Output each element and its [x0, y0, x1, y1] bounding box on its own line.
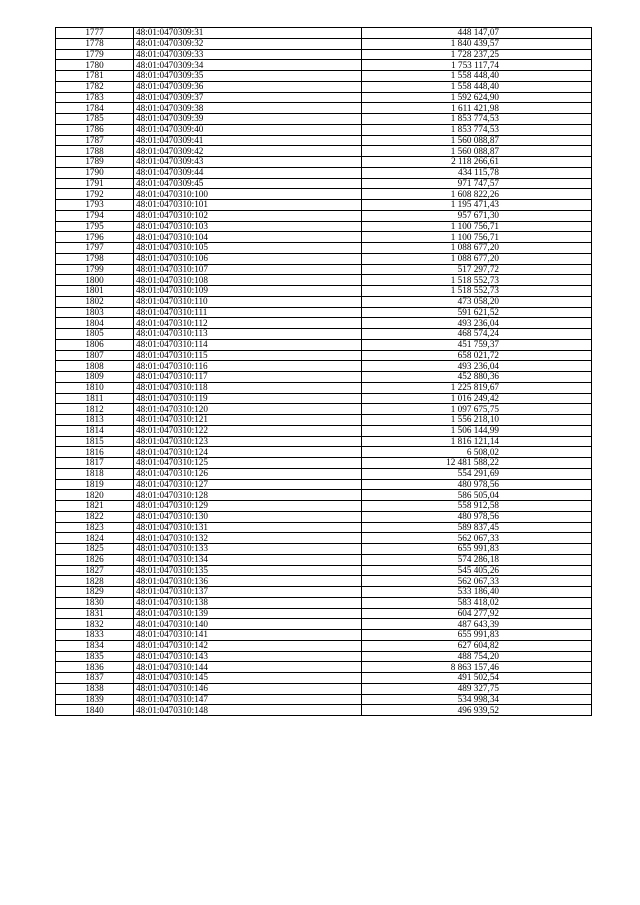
row-number-cell: 1827	[56, 565, 134, 576]
table-row	[56, 189, 592, 200]
row-number-cell: 1823	[56, 522, 134, 533]
table-row	[56, 60, 592, 71]
cadastral-number-cell: 48:01:0470310:128	[134, 490, 362, 501]
table-row	[56, 630, 592, 641]
row-number-cell: 1779	[56, 49, 134, 60]
cadastral-number-cell: 48:01:0470309:38	[134, 103, 362, 114]
table-row	[56, 307, 592, 318]
cadastral-number-cell: 48:01:0470310:110	[134, 296, 362, 307]
row-number-cell: 1834	[56, 640, 134, 651]
table-row	[56, 447, 592, 458]
cadastral-number-cell: 48:01:0470309:33	[134, 49, 362, 60]
cadastral-value-cell: 604 277,92	[362, 608, 592, 619]
table-row	[56, 296, 592, 307]
row-number-cell: 1821	[56, 501, 134, 512]
cadastral-value-cell: 473 058,20	[362, 296, 592, 307]
cadastral-number-cell: 48:01:0470310:105	[134, 243, 362, 254]
cadastral-number-cell: 48:01:0470310:142	[134, 640, 362, 651]
table-row	[56, 329, 592, 340]
table-row	[56, 382, 592, 393]
row-number-cell: 1783	[56, 92, 134, 103]
table-row	[56, 683, 592, 694]
row-number-cell: 1781	[56, 71, 134, 82]
table-row	[56, 576, 592, 587]
cadastral-number-cell: 48:01:0470310:125	[134, 458, 362, 469]
cadastral-value-cell: 545 405,26	[362, 565, 592, 576]
cadastral-number-cell: 48:01:0470310:126	[134, 468, 362, 479]
cadastral-number-cell: 48:01:0470310:113	[134, 329, 362, 340]
cadastral-number-cell: 48:01:0470309:43	[134, 157, 362, 168]
cadastral-number-cell: 48:01:0470310:137	[134, 587, 362, 598]
table-row	[56, 511, 592, 522]
cadastral-value-cell: 448 147,07	[362, 28, 592, 39]
table-row	[56, 425, 592, 436]
row-number-cell: 1814	[56, 425, 134, 436]
cadastral-number-cell: 48:01:0470310:134	[134, 554, 362, 565]
cadastral-value-cell: 1 016 249,42	[362, 393, 592, 404]
table-row	[56, 253, 592, 264]
table-row	[56, 135, 592, 146]
cadastral-number-cell: 48:01:0470310:118	[134, 382, 362, 393]
cadastral-number-cell: 48:01:0470309:44	[134, 167, 362, 178]
cadastral-value-cell: 554 291,69	[362, 468, 592, 479]
cadastral-value-cell: 1 088 677,20	[362, 253, 592, 264]
cadastral-value-cell: 589 837,45	[362, 522, 592, 533]
cadastral-value-cell: 1 560 088,87	[362, 146, 592, 157]
row-number-cell: 1826	[56, 554, 134, 565]
table-row	[56, 157, 592, 168]
cadastral-number-cell: 48:01:0470310:112	[134, 318, 362, 329]
row-number-cell: 1799	[56, 264, 134, 275]
cadastral-value-cell: 583 418,02	[362, 597, 592, 608]
cadastral-value-cell: 658 021,72	[362, 350, 592, 361]
cadastral-number-cell: 48:01:0470310:133	[134, 544, 362, 555]
cadastral-value-cell: 534 998,34	[362, 694, 592, 705]
table-row	[56, 372, 592, 383]
cadastral-number-cell: 48:01:0470310:129	[134, 501, 362, 512]
cadastral-value-cell: 1 088 677,20	[362, 243, 592, 254]
cadastral-value-cell: 1 195 471,43	[362, 200, 592, 211]
row-number-cell: 1777	[56, 28, 134, 39]
table-body	[56, 28, 592, 716]
cadastral-number-cell: 48:01:0470310:103	[134, 221, 362, 232]
row-number-cell: 1794	[56, 210, 134, 221]
row-number-cell: 1787	[56, 135, 134, 146]
cadastral-value-cell: 1 100 756,71	[362, 221, 592, 232]
cadastral-number-cell: 48:01:0470310:147	[134, 694, 362, 705]
row-number-cell: 1796	[56, 232, 134, 243]
cadastral-value-cell: 1 097 675,75	[362, 404, 592, 415]
table-row	[56, 705, 592, 716]
row-number-cell: 1837	[56, 673, 134, 684]
row-number-cell: 1784	[56, 103, 134, 114]
cadastral-value-cell: 2 118 266,61	[362, 157, 592, 168]
cadastral-value-cell: 1 611 421,98	[362, 103, 592, 114]
cadastral-value-cell: 1 560 088,87	[362, 135, 592, 146]
row-number-cell: 1831	[56, 608, 134, 619]
row-number-cell: 1786	[56, 124, 134, 135]
cadastral-number-cell: 48:01:0470310:139	[134, 608, 362, 619]
row-number-cell: 1802	[56, 296, 134, 307]
cadastral-value-cell: 1 518 552,73	[362, 286, 592, 297]
cadastral-value-cell: 655 991,83	[362, 630, 592, 641]
cadastral-number-cell: 48:01:0470310:120	[134, 404, 362, 415]
table-row	[56, 468, 592, 479]
cadastral-value-cell: 1 100 756,71	[362, 232, 592, 243]
table-row	[56, 501, 592, 512]
row-number-cell: 1829	[56, 587, 134, 598]
cadastral-number-cell: 48:01:0470310:122	[134, 425, 362, 436]
cadastral-number-cell: 48:01:0470310:148	[134, 705, 362, 716]
row-number-cell: 1807	[56, 350, 134, 361]
cadastral-number-cell: 48:01:0470309:40	[134, 124, 362, 135]
table-row	[56, 640, 592, 651]
table-row	[56, 71, 592, 82]
cadastral-value-cell: 558 912,58	[362, 501, 592, 512]
row-number-cell: 1801	[56, 286, 134, 297]
cadastral-number-cell: 48:01:0470310:140	[134, 619, 362, 630]
table-row	[56, 608, 592, 619]
cadastral-value-cell: 6 508,02	[362, 447, 592, 458]
table-row	[56, 404, 592, 415]
table-row	[56, 28, 592, 39]
cadastral-number-cell: 48:01:0470310:132	[134, 533, 362, 544]
cadastral-number-cell: 48:01:0470310:108	[134, 275, 362, 286]
row-number-cell: 1839	[56, 694, 134, 705]
cadastral-value-cell: 586 505,04	[362, 490, 592, 501]
cadastral-value-cell: 452 880,36	[362, 372, 592, 383]
cadastral-number-cell: 48:01:0470309:42	[134, 146, 362, 157]
cadastral-number-cell: 48:01:0470310:143	[134, 651, 362, 662]
cadastral-value-cell: 1 753 117,74	[362, 60, 592, 71]
cadastral-number-cell: 48:01:0470309:41	[134, 135, 362, 146]
cadastral-number-cell: 48:01:0470309:37	[134, 92, 362, 103]
cadastral-number-cell: 48:01:0470310:131	[134, 522, 362, 533]
cadastral-value-cell: 1 853 774,53	[362, 124, 592, 135]
row-number-cell: 1820	[56, 490, 134, 501]
row-number-cell: 1804	[56, 318, 134, 329]
row-number-cell: 1822	[56, 511, 134, 522]
table-row	[56, 544, 592, 555]
table-row	[56, 275, 592, 286]
cadastral-value-cell: 487 643,39	[362, 619, 592, 630]
row-number-cell: 1816	[56, 447, 134, 458]
cadastral-value-cell: 434 115,78	[362, 167, 592, 178]
cadastral-number-cell: 48:01:0470310:101	[134, 200, 362, 211]
row-number-cell: 1830	[56, 597, 134, 608]
row-number-cell: 1790	[56, 167, 134, 178]
table-row	[56, 49, 592, 60]
table-row	[56, 92, 592, 103]
row-number-cell: 1810	[56, 382, 134, 393]
cadastral-number-cell: 48:01:0470310:121	[134, 415, 362, 426]
cadastral-value-cell: 488 754,20	[362, 651, 592, 662]
row-number-cell: 1819	[56, 479, 134, 490]
table-row	[56, 339, 592, 350]
cadastral-number-cell: 48:01:0470310:141	[134, 630, 362, 641]
cadastral-value-cell: 1 592 624,90	[362, 92, 592, 103]
cadastral-number-cell: 48:01:0470310:100	[134, 189, 362, 200]
cadastral-number-cell: 48:01:0470310:127	[134, 479, 362, 490]
table-row	[56, 232, 592, 243]
table-row	[56, 146, 592, 157]
table-row	[56, 458, 592, 469]
row-number-cell: 1791	[56, 178, 134, 189]
cadastral-value-cell: 1 558 448,40	[362, 81, 592, 92]
table-row	[56, 114, 592, 125]
table-row	[56, 597, 592, 608]
row-number-cell: 1836	[56, 662, 134, 673]
cadastral-value-cell: 1 506 144,99	[362, 425, 592, 436]
row-number-cell: 1817	[56, 458, 134, 469]
row-number-cell: 1815	[56, 436, 134, 447]
row-number-cell: 1800	[56, 275, 134, 286]
cadastral-value-cell: 1 518 552,73	[362, 275, 592, 286]
table-row	[56, 479, 592, 490]
cadastral-number-cell: 48:01:0470309:35	[134, 71, 362, 82]
cadastral-number-cell: 48:01:0470310:144	[134, 662, 362, 673]
cadastral-number-cell: 48:01:0470310:107	[134, 264, 362, 275]
cadastral-value-cell: 655 991,83	[362, 544, 592, 555]
row-number-cell: 1793	[56, 200, 134, 211]
row-number-cell: 1832	[56, 619, 134, 630]
row-number-cell: 1813	[56, 415, 134, 426]
row-number-cell: 1792	[56, 189, 134, 200]
cadastral-number-cell: 48:01:0470310:104	[134, 232, 362, 243]
cadastral-number-cell: 48:01:0470310:123	[134, 436, 362, 447]
cadastral-value-cell: 468 574,24	[362, 329, 592, 340]
row-number-cell: 1808	[56, 361, 134, 372]
row-number-cell: 1824	[56, 533, 134, 544]
cadastral-number-cell: 48:01:0470309:36	[134, 81, 362, 92]
cadastral-value-cell: 627 604,82	[362, 640, 592, 651]
table-row	[56, 673, 592, 684]
cadastral-number-cell: 48:01:0470310:130	[134, 511, 362, 522]
table-row	[56, 415, 592, 426]
row-number-cell: 1785	[56, 114, 134, 125]
cadastral-value-cell: 1 816 121,14	[362, 436, 592, 447]
row-number-cell: 1806	[56, 339, 134, 350]
row-number-cell: 1833	[56, 630, 134, 641]
cadastral-value-cell: 971 747,57	[362, 178, 592, 189]
table-row	[56, 565, 592, 576]
cadastral-number-cell: 48:01:0470310:115	[134, 350, 362, 361]
cadastral-value-cell: 493 236,04	[362, 361, 592, 372]
table-row	[56, 436, 592, 447]
cadastral-value-cell: 480 978,56	[362, 511, 592, 522]
cadastral-number-cell: 48:01:0470310:106	[134, 253, 362, 264]
cadastral-value-cell: 1 556 218,10	[362, 415, 592, 426]
table-row	[56, 587, 592, 598]
cadastral-number-cell: 48:01:0470309:32	[134, 38, 362, 49]
cadastral-number-cell: 48:01:0470310:146	[134, 683, 362, 694]
cadastral-number-cell: 48:01:0470310:145	[134, 673, 362, 684]
table-row	[56, 490, 592, 501]
row-number-cell: 1825	[56, 544, 134, 555]
cadastral-value-cell: 493 236,04	[362, 318, 592, 329]
cadastral-number-cell: 48:01:0470309:34	[134, 60, 362, 71]
cadastral-value-cell: 1 225 819,67	[362, 382, 592, 393]
row-number-cell: 1803	[56, 307, 134, 318]
cadastral-number-cell: 48:01:0470310:114	[134, 339, 362, 350]
cadastral-number-cell: 48:01:0470310:102	[134, 210, 362, 221]
row-number-cell: 1788	[56, 146, 134, 157]
cadastral-value-cell: 1 840 439,57	[362, 38, 592, 49]
cadastral-value-cell: 451 759,37	[362, 339, 592, 350]
row-number-cell: 1809	[56, 372, 134, 383]
cadastral-number-cell: 48:01:0470310:124	[134, 447, 362, 458]
row-number-cell: 1778	[56, 38, 134, 49]
cadastral-value-cell: 1 608 822,26	[362, 189, 592, 200]
cadastral-number-cell: 48:01:0470310:138	[134, 597, 362, 608]
row-number-cell: 1828	[56, 576, 134, 587]
cadastral-value-cell: 496 939,52	[362, 705, 592, 716]
table-row	[56, 554, 592, 565]
cadastral-number-cell: 48:01:0470310:119	[134, 393, 362, 404]
cadastral-value-cell: 1 728 237,25	[362, 49, 592, 60]
cadastral-value-cell: 8 863 157,46	[362, 662, 592, 673]
cadastral-value-cell: 480 978,56	[362, 479, 592, 490]
cadastral-value-cell: 1 853 774,53	[362, 114, 592, 125]
table-row	[56, 662, 592, 673]
table-row	[56, 243, 592, 254]
table-row	[56, 124, 592, 135]
table-row	[56, 694, 592, 705]
row-number-cell: 1789	[56, 157, 134, 168]
cadastral-value-cell: 12 481 588,22	[362, 458, 592, 469]
table-row	[56, 393, 592, 404]
row-number-cell: 1797	[56, 243, 134, 254]
cadastral-number-cell: 48:01:0470310:116	[134, 361, 362, 372]
table-row	[56, 361, 592, 372]
cadastral-value-cell: 562 067,33	[362, 576, 592, 587]
cadastral-value-cell: 562 067,33	[362, 533, 592, 544]
table-row	[56, 286, 592, 297]
cadastral-value-cell: 574 286,18	[362, 554, 592, 565]
row-number-cell: 1795	[56, 221, 134, 232]
table-row	[56, 38, 592, 49]
row-number-cell: 1798	[56, 253, 134, 264]
cadastral-number-cell: 48:01:0470309:45	[134, 178, 362, 189]
cadastral-value-cell: 957 671,30	[362, 210, 592, 221]
row-number-cell: 1782	[56, 81, 134, 92]
cadastral-number-cell: 48:01:0470310:117	[134, 372, 362, 383]
table-row	[56, 522, 592, 533]
table-row	[56, 651, 592, 662]
row-number-cell: 1780	[56, 60, 134, 71]
cadastral-value-cell: 491 502,54	[362, 673, 592, 684]
cadastral-number-cell: 48:01:0470310:111	[134, 307, 362, 318]
row-number-cell: 1805	[56, 329, 134, 340]
cadastral-value-cell: 517 297,72	[362, 264, 592, 275]
row-number-cell: 1811	[56, 393, 134, 404]
cadastral-number-cell: 48:01:0470310:109	[134, 286, 362, 297]
table-row	[56, 178, 592, 189]
cadastral-value-cell: 1 558 448,40	[362, 71, 592, 82]
table-row	[56, 350, 592, 361]
table-row	[56, 103, 592, 114]
cadastral-number-cell: 48:01:0470309:31	[134, 28, 362, 39]
table-row	[56, 210, 592, 221]
table-row	[56, 619, 592, 630]
table-row	[56, 533, 592, 544]
cadastral-value-cell: 489 327,75	[362, 683, 592, 694]
row-number-cell: 1835	[56, 651, 134, 662]
table-row	[56, 221, 592, 232]
row-number-cell: 1812	[56, 404, 134, 415]
row-number-cell: 1840	[56, 705, 134, 716]
row-number-cell: 1838	[56, 683, 134, 694]
table-row	[56, 200, 592, 211]
cadastral-number-cell: 48:01:0470310:136	[134, 576, 362, 587]
cadastral-value-table	[55, 27, 592, 716]
table-row	[56, 81, 592, 92]
table-row	[56, 264, 592, 275]
cadastral-number-cell: 48:01:0470309:39	[134, 114, 362, 125]
cadastral-value-cell: 591 621,52	[362, 307, 592, 318]
table-row	[56, 167, 592, 178]
row-number-cell: 1818	[56, 468, 134, 479]
cadastral-number-cell: 48:01:0470310:135	[134, 565, 362, 576]
cadastral-value-cell: 533 186,40	[362, 587, 592, 598]
table-row	[56, 318, 592, 329]
